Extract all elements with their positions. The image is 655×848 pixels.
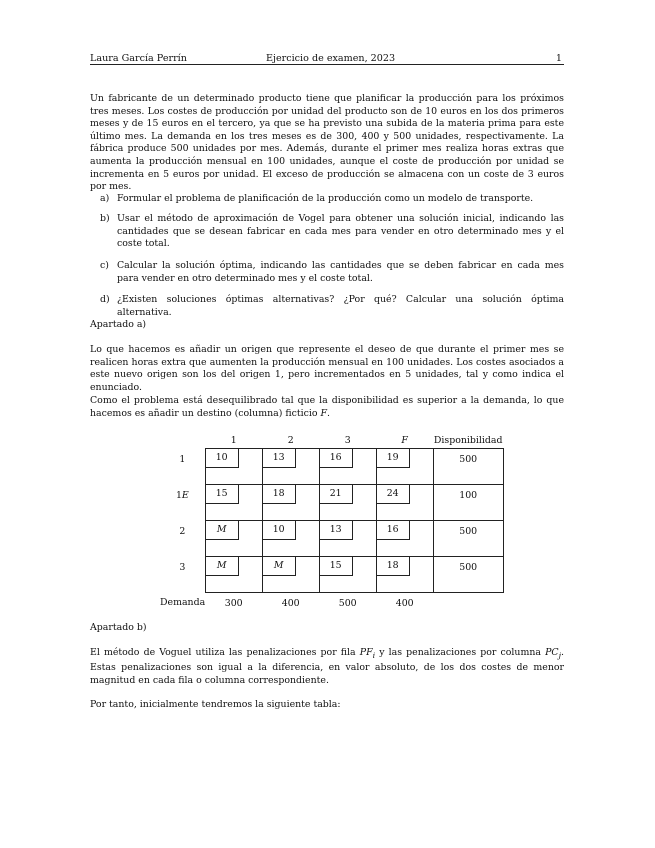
paragraph-b1-part3: . Estas penalizaciones son igual a la diferencia, en valor absoluto, de los dos costes de menor magnitud en cada fila o columna correspondiente. [90,647,565,687]
list-item-label: b) [100,213,110,224]
list-item-b [100,213,564,251]
table-row [160,557,503,593]
table-cell [319,557,376,593]
cost-value: 16 [320,449,353,468]
cost-value: 18 [377,557,410,576]
cost-value: M [206,521,239,540]
table-cell [376,485,433,521]
row-origin-label: 1 [179,453,186,465]
availability-header: Disponibilidad [433,434,503,446]
availability-value: 500 [433,521,503,557]
paragraph-b1-part1: El método de Voguel utiliza las penalizaciones por fila [90,647,356,658]
header-page-number: 1 [555,53,562,64]
table-cell [205,557,262,593]
cost-value: 10 [263,521,296,540]
list-item-label: a) [100,193,110,204]
intro-paragraph: Un fabricante de un determinado producto tiene que planificar la producción para los próximos tres meses. Los costes de producción por unidad del producto son de 10 euros en los dos primeros meses y de 15 euros en el tercero, ya que se ha previsto una subida de la materia prima para este último mes. La demanda en los tres meses es de 300, 400 y 500 unidades, respectivamente. La fábrica produce 500 unidades por mes. Además, durante el primer mes realiza horas extras que aumenta la producción mensual en 100 unidades, aunque el coste de producción por unidad se incrementa en 5 euros por unidad. El exceso de producción se almacena con un coste de 3 euros por mes. [90,93,564,193]
demand-value: 500 [338,597,357,609]
row-origin-label: 1E [175,489,189,501]
demand-value: 300 [224,597,243,609]
demand-value: 400 [395,597,414,609]
cost-value: 19 [377,449,410,468]
table-cell [319,485,376,521]
row-origin-label: 3 [179,561,186,573]
table-cell [205,485,262,521]
paragraph-a1: Lo que hacemos es añadir un origen que represente el deseo de que durante el primer mes se realicen horas extra que aumenten la producción mensual en 100 unidades. Los costes asociados a este nuevo origen son los del origen 1, pero incrementados en 5 unidades, tal y como indica el enunciado. [90,344,564,393]
table-row [160,449,503,485]
table-cell [205,521,262,557]
header-title: Ejercicio de examen, 2023 [266,53,396,64]
demand-label: Demanda [160,597,206,609]
availability-value: 500 [433,449,503,485]
header-author: Laura García Perrín [90,53,187,64]
list-item-a [100,193,564,206]
cost-value: 24 [377,485,410,504]
paragraph-b1-part2: y las penalizaciones por columna [379,647,541,658]
list-item-c [100,260,564,285]
section-a-heading: Apartado a) [90,319,147,330]
availability-value: 100 [433,485,503,521]
list-item-text: Formular el problema de planificación de la producción como un modelo de transporte. [117,193,534,204]
cost-value: 13 [263,449,296,468]
table-cell [262,449,319,485]
list-item-d [100,294,564,319]
cost-value: M [263,557,296,576]
list-item-text: Calcular la solución óptima, indicando las cantidades que se deben fabricar en cada mes para vender en otro determinado mes y el coste total. [117,260,564,284]
table-cell [262,557,319,593]
dummy-column-symbol: F [320,407,328,419]
cost-value: 15 [206,485,239,504]
demand-value: 400 [281,597,300,609]
list-item-label: d) [100,294,110,305]
availability-value: 500 [433,557,503,593]
column-header: 2 [287,434,294,446]
cost-value: M [206,557,239,576]
page-header [90,52,564,65]
paragraph-b2: Por tanto, inicialmente tendremos la siguiente tabla: [90,699,341,710]
table-cell [319,449,376,485]
table-cell [262,485,319,521]
column-header: 3 [344,434,351,446]
list-item-text: ¿Existen soluciones óptimas alternativas? ¿Por qué? Calcular una solución óptima alternativa. [117,294,564,318]
cost-value: 15 [320,557,353,576]
table-cell [262,521,319,557]
table-cell [205,449,262,485]
column-penalty-symbol: $PC_j$ [545,647,562,660]
row-origin-label: 2 [179,525,186,537]
section-b-heading: Apartado b) [90,622,147,633]
table-row [160,521,503,557]
table-cell [319,521,376,557]
column-header: F [401,434,408,446]
cost-value: 18 [263,485,296,504]
cost-value: 16 [377,521,410,540]
cost-value: 21 [320,485,353,504]
column-header: 1 [230,434,237,446]
table-row [160,485,503,521]
list-item-text: Usar el método de aproximación de Vogel para obtener una solución inicial, indicando las cantidades que se desean fabricar en cada mes para vender en otro determinado mes y el coste total. [117,213,564,250]
paragraph-b1 [90,647,564,688]
table-cell [376,557,433,593]
paragraph-a2 [90,395,564,420]
row-penalty-symbol: $PF_i$ [359,647,376,660]
cost-value: 13 [320,521,353,540]
table-header-row [160,432,503,449]
transport-table [160,432,504,613]
cost-value: 10 [206,449,239,468]
paragraph-a2-end: . [327,407,331,419]
paragraph-a2-text: Como el problema está desequilibrado tal que la disponibilidad es superior a la demanda, lo que hacemos es añadir un destino (columna) ficticio [90,395,564,419]
demand-row [160,593,503,614]
table-cell [376,521,433,557]
table-cell [376,449,433,485]
list-item-label: c) [100,260,109,271]
